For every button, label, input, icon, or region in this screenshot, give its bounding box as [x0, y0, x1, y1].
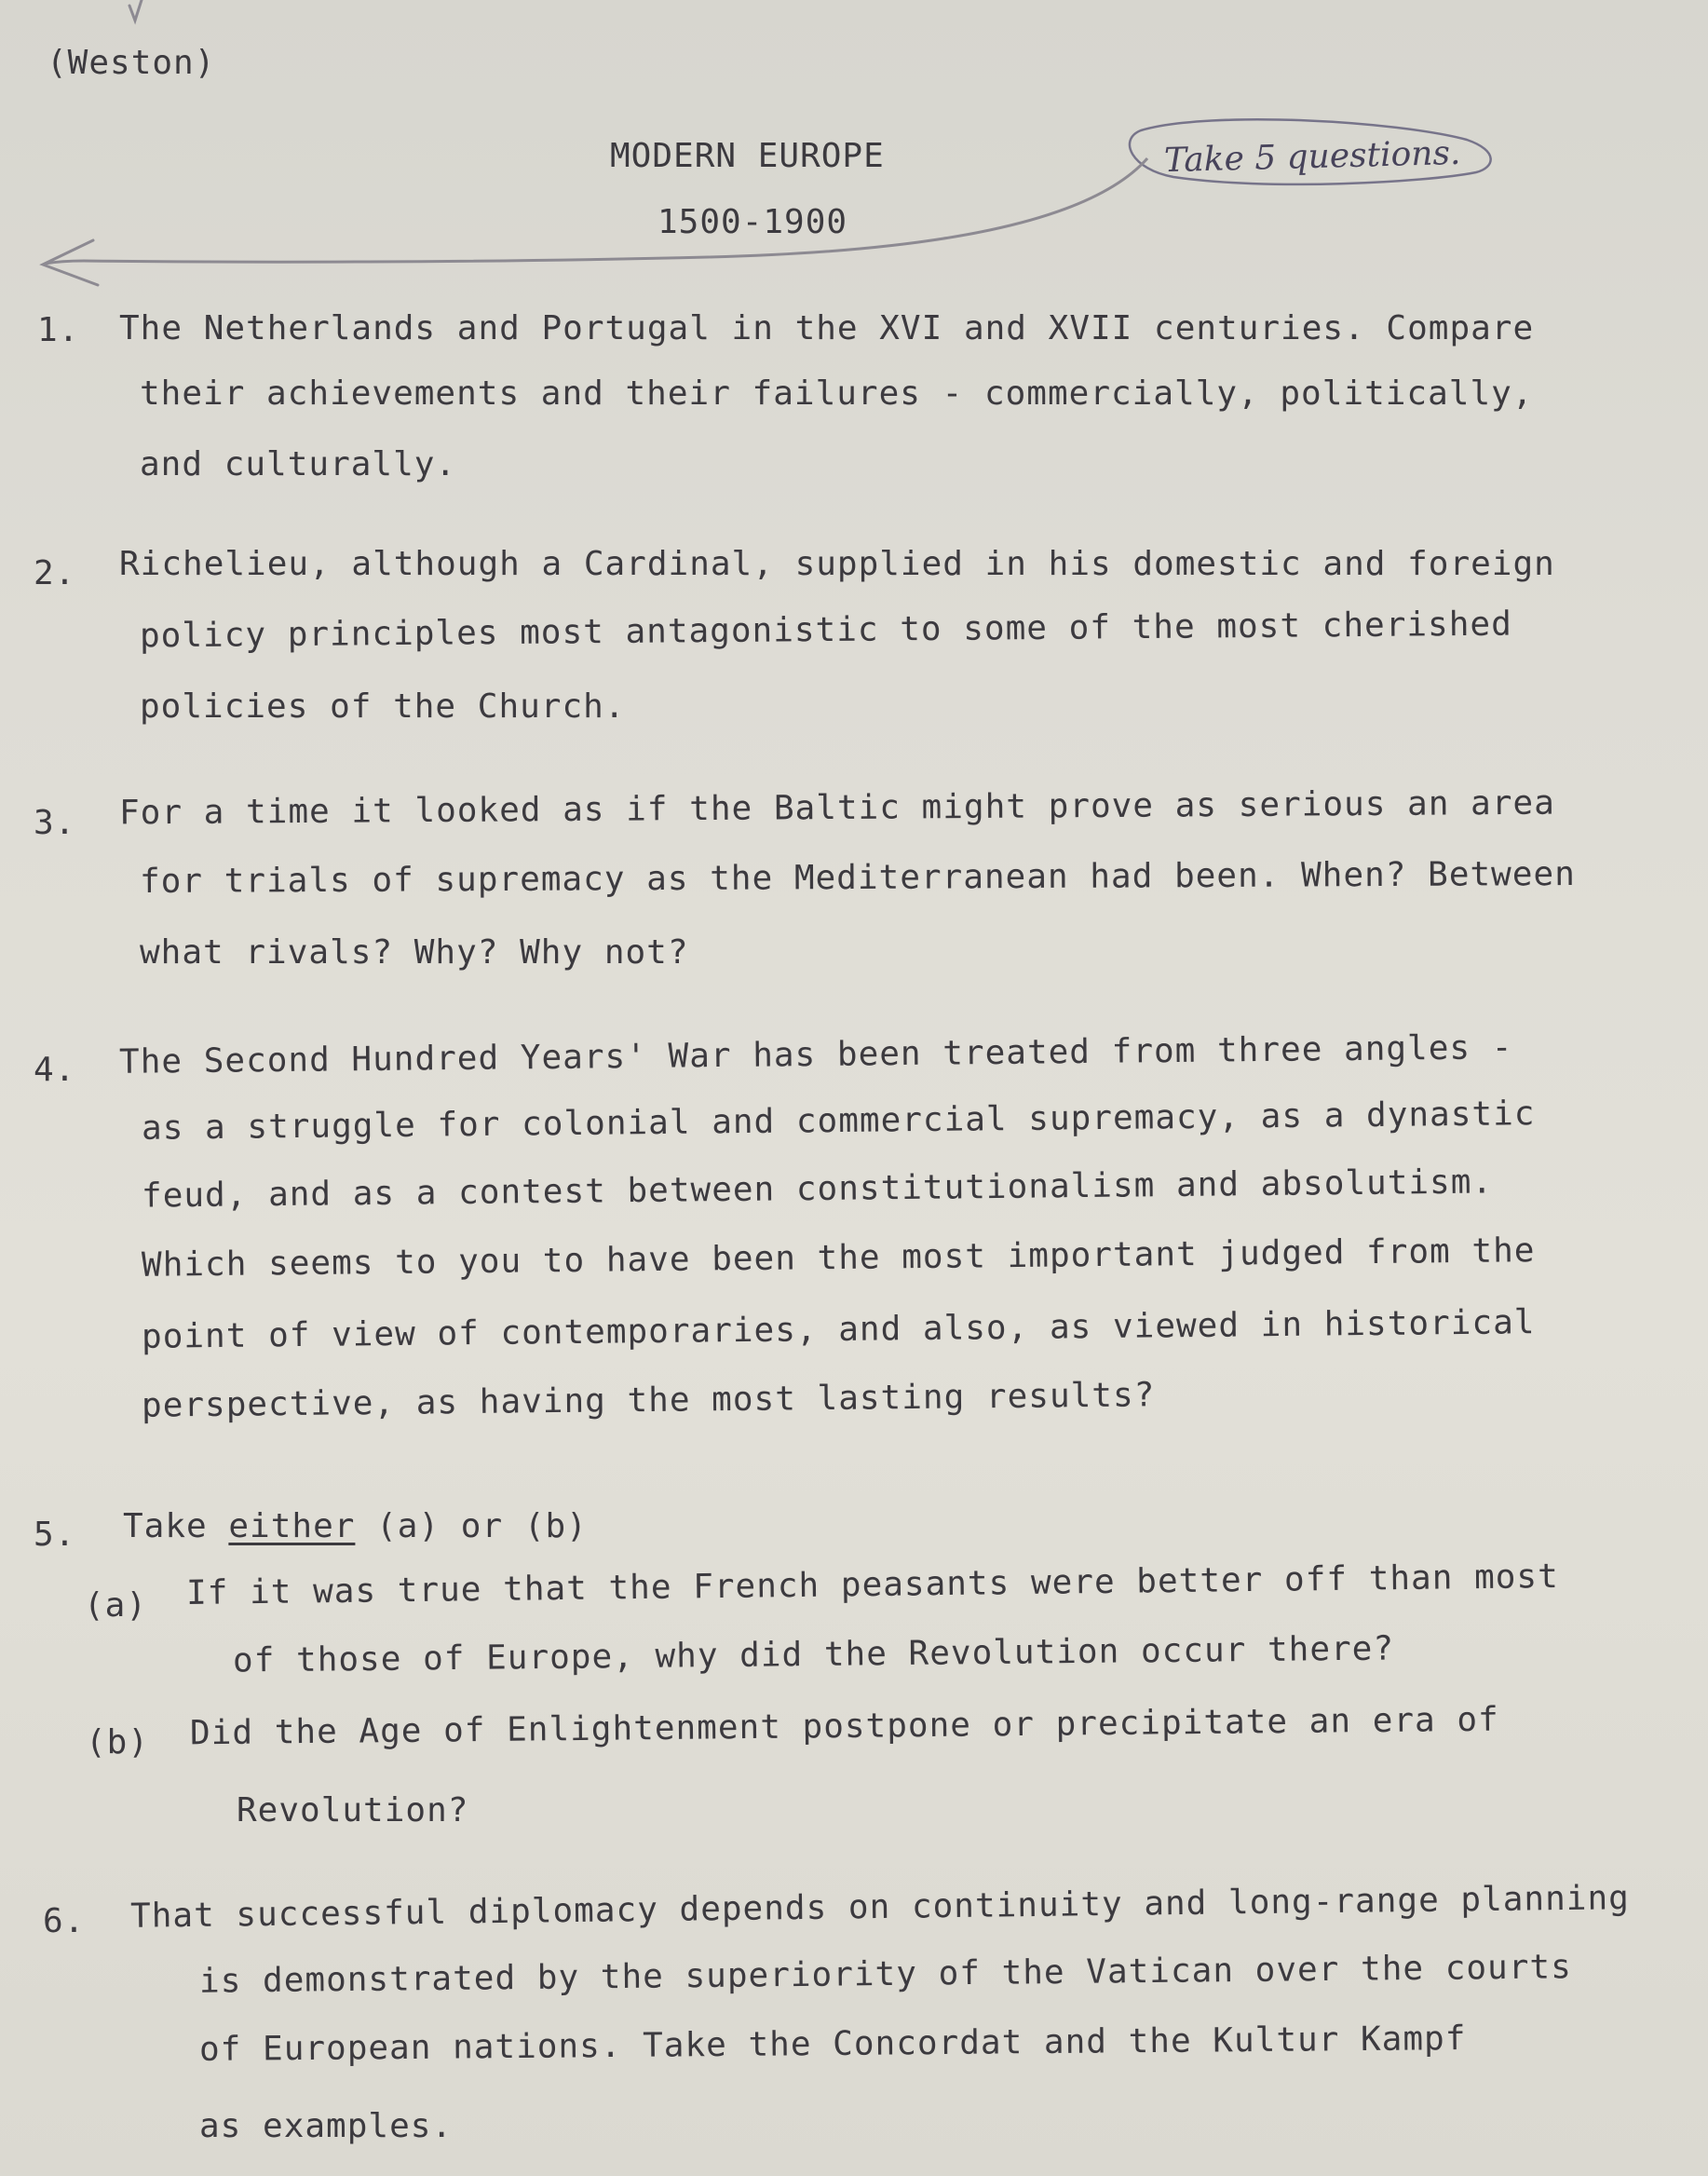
question-5-number: 5. — [34, 1516, 76, 1554]
question-3-line-3: what rivals? Why? Why not? — [140, 933, 689, 972]
question-5b-label: (b) — [86, 1723, 150, 1761]
date-range: 1500-1900 — [657, 203, 848, 241]
question-1-number: 1. — [37, 311, 80, 349]
question-6-line-1: That successful diplomacy depends on continuity and long-range planning — [129, 1879, 1631, 1936]
question-4-line-4: Which seems to you to have been the most important judged from the — [141, 1231, 1536, 1285]
question-6-line-3: of European nations. Take the Concordat and the Kultur Kampf — [198, 2020, 1467, 2069]
question-1-line-2: their achievements and their failures - commercially, politically, — [140, 374, 1534, 413]
question-6-number: 6. — [43, 1902, 86, 1940]
question-4-line-5: point of view of contemporaries, and also, as viewed in historical — [141, 1303, 1536, 1356]
question-2-number: 2. — [34, 554, 76, 592]
question-1-line-1: The Netherlands and Portugal in the XVI and XVII centuries. Compare — [119, 309, 1535, 347]
check-mark-icon — [129, 0, 142, 20]
question-5a-label: (a) — [84, 1586, 148, 1625]
question-4-number: 4. — [34, 1051, 76, 1089]
question-5-intro-emphasis: either — [228, 1507, 356, 1545]
question-5-intro-suffix: (a) or (b) — [355, 1507, 588, 1545]
author-name: (Weston) — [47, 44, 216, 82]
question-6-line-4: as examples. — [199, 2107, 454, 2145]
question-3-line-2: for trials of supremacy as the Mediterranean had been. When? Between — [139, 854, 1576, 902]
question-1-line-3: and culturally. — [140, 445, 457, 483]
question-5b-line-1: Did the Age of Enlightenment postpone or precipitate an era of — [189, 1700, 1499, 1753]
question-4-line-1: The Second Hundred Years' War has been treated from three angles - — [118, 1028, 1513, 1081]
question-5b-line-2: Revolution? — [237, 1791, 469, 1829]
question-2-line-3: policies of the Church. — [140, 687, 626, 726]
question-5a-line-1: If it was true that the French peasants were better off than most — [185, 1557, 1560, 1613]
arrow-line — [45, 158, 1147, 264]
question-2-line-2: policy principles most antagonistic to some of the most cherished — [139, 605, 1512, 656]
question-3-line-1: For a time it looked as if the Baltic might prove as serious an area — [118, 783, 1555, 833]
question-2-line-1: Richelieu, although a Cardinal, supplied in his domestic and foreign — [119, 545, 1555, 583]
document-title: MODERN EUROPE — [610, 137, 885, 175]
question-3-number: 3. — [34, 804, 76, 842]
question-5-intro — [123, 1507, 588, 1545]
question-4-line-3: feud, and as a contest between constitutionalism and absolutism. — [141, 1163, 1494, 1216]
question-5a-line-2: of those of Europe, why did the Revolution occur there? — [232, 1629, 1395, 1680]
question-5-intro-prefix: Take — [123, 1507, 229, 1545]
question-6-line-2: is demonstrated by the superiority of the Vatican over the courts — [198, 1948, 1572, 2001]
question-4-line-2: as a struggle for colonial and commercial supremacy, as a dynastic — [141, 1095, 1536, 1148]
question-4-line-6: perspective, as having the most lasting results? — [141, 1376, 1156, 1425]
handwritten-note: Take 5 questions. — [1163, 133, 1461, 181]
